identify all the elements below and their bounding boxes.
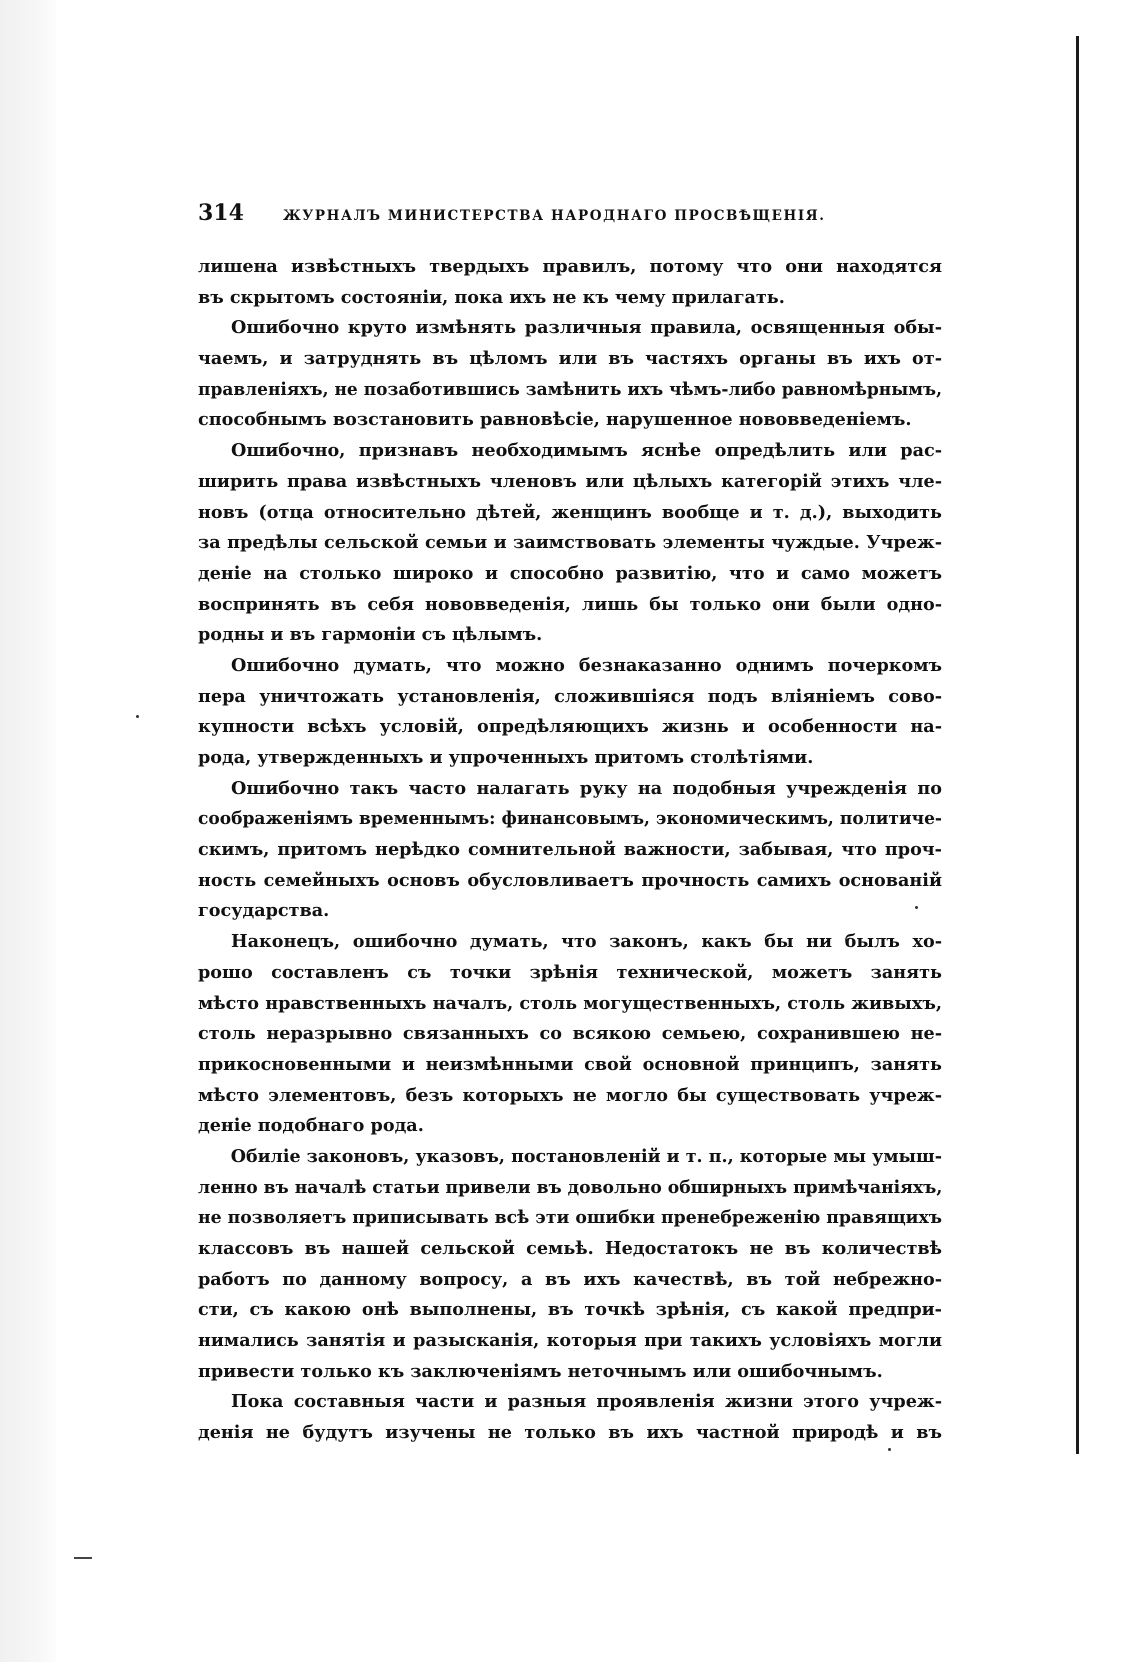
text-line: родны и въ гармоніи съ цѣлымъ. [198, 624, 543, 646]
text-line: Пока составныя части и разныя проявленія жизни этого учреж- [231, 1391, 942, 1413]
text-line: Наконецъ, ошибочно думать, что законъ, какъ бы ни былъ хо- [231, 931, 942, 953]
text-line: способнымъ возстановить равновѣсіе, нарушенное нововведеніемъ. [198, 409, 912, 431]
text-line: рода, утвержденныхъ и упроченныхъ притомъ столѣтіями. [198, 747, 814, 768]
text-line: нимались занятія и разысканія, которыя при такихъ условіяхъ могли [198, 1330, 942, 1352]
text-line: ность семейныхъ основъ обусловливаетъ прочность самихъ основаній [198, 869, 942, 891]
text-line: классовъ въ нашей сельской семьѣ. Недостатокъ не въ количествѣ [198, 1238, 942, 1259]
text-line: купности всѣхъ условій, опредѣляющихъ жизнь и особенности на- [198, 716, 942, 738]
scan-shadow-left [0, 0, 56, 1662]
body-text [198, 252, 942, 1449]
margin-mark [74, 1557, 92, 1559]
text-line: воспринять въ себя нововведенія, лишь бы только они были одно- [198, 593, 942, 615]
text-line: работъ по данному вопросу, а въ ихъ качествѣ, въ той небрежно- [198, 1268, 942, 1290]
text-line: не позволяетъ приписывать всѣ эти ошибки пренебреженію правящихъ [198, 1207, 942, 1229]
running-title: ЖУРНАЛЪ МИНИСТЕРСТВА НАРОДНАГО ПРОСВѢЩЕНІЯ. [283, 208, 826, 224]
page-header [198, 200, 838, 226]
text-line: деніе подобнаго рода. [198, 1115, 424, 1137]
page-number: 314 [198, 200, 244, 226]
text-line: мѣсто элементовъ, безъ которыхъ не могло бы существовать учреж- [198, 1084, 942, 1106]
text-line: новъ (отца относительно дѣтей, женщинъ вообще и т. д.), выходить [198, 501, 942, 523]
text-line: Ошибочно круто измѣнять различныя правила, освященныя обы- [231, 317, 942, 339]
text-line: деніе на столько широко и способно развитію, что и само можетъ [198, 562, 942, 584]
text-line: правленіяхъ, не позаботившись замѣнить ихъ чѣмъ-либо равномѣрнымъ, [198, 378, 942, 400]
text-line: соображеніямъ временнымъ: финансовымъ, экономическимъ, политиче- [198, 808, 942, 830]
text-line: Ошибочно, признавъ необходимымъ яснѣе опредѣлить или рас- [231, 440, 942, 462]
speck [136, 715, 139, 718]
text-line: денія не будутъ изучены не только въ ихъ частной природѣ и въ [198, 1422, 942, 1444]
text-line: Ошибочно думать, что можно безнаказанно однимъ почеркомъ [231, 654, 942, 676]
text-line: лишена извѣстныхъ твердыхъ правилъ, потому что они находятся [198, 256, 942, 277]
text-line: сти, съ какою онѣ выполнены, въ точкѣ зрѣнія, съ какой предпри- [198, 1299, 942, 1321]
text-line: столь неразрывно связанныхъ со всякою семьею, сохранившею не- [198, 1023, 942, 1045]
text-line: пера уничтожать установленія, сложившіяся подъ вліяніемъ сово- [198, 685, 942, 707]
text-line: Ошибочно такъ часто налагать руку на подобныя учрежденія по [231, 777, 942, 799]
text-line: ширить права извѣстныхъ членовъ или цѣлыхъ категорій этихъ чле- [198, 470, 942, 492]
text-line: прикосновенными и неизмѣнными свой основной принципъ, занять [198, 1053, 942, 1075]
binding-edge-line [1076, 36, 1079, 1454]
text-line: Обиліе законовъ, указовъ, постановленій и т. п., которые мы умыш- [230, 1145, 943, 1167]
text-line: въ скрытомъ состояніи, пока ихъ не къ чему прилагать. [198, 286, 785, 308]
text-line: рошо составленъ съ точки зрѣнія технической, можетъ занять [198, 961, 942, 983]
text-line: государства. [198, 900, 330, 922]
text-line: за предѣлы сельской семьи и заимствовать элементы чуждые. Учреж- [198, 532, 942, 554]
text-line: скимъ, притомъ нерѣдко сомнительной важности, забывая, что проч- [198, 839, 942, 861]
text-line: чаемъ, и затруднять въ цѣломъ или въ частяхъ органы въ ихъ от- [198, 348, 942, 370]
text-line: мѣсто нравственныхъ началъ, столь могущественныхъ, столь живыхъ, [198, 992, 942, 1014]
text-line: привести только къ заключеніямъ неточнымъ или ошибочнымъ. [198, 1360, 883, 1382]
text-line: ленно въ началѣ статьи привели въ довольно обширныхъ примѣчаніяхъ, [198, 1176, 943, 1198]
